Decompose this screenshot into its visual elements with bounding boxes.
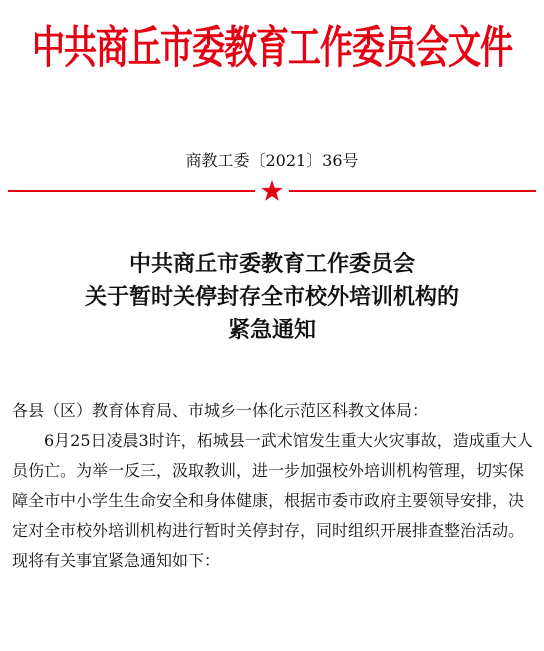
- red-separator: [0, 178, 544, 208]
- notice-title: [0, 248, 544, 347]
- document-masthead: 中共商丘市委教育工作委员会文件: [32, 20, 512, 74]
- salutation: 各县（区）教育体育局、市城乡一体化示范区科教文体局：: [12, 401, 429, 420]
- notice-body: [12, 396, 538, 576]
- title-line-2: 关于暂时关停封存全市校外培训机构的: [84, 284, 459, 310]
- title-line-1: 中共商丘市委教育工作委员会: [128, 251, 415, 277]
- document-number: 商教工委〔2021〕36号: [185, 151, 359, 170]
- star-icon: [261, 180, 283, 201]
- body-paragraph-1: 6月25日凌晨3时许，柘城县一武术馆发生重大火灾事故，造成重大人员伤亡。为举一反三，汲取教训，进一步加强校外培训机构管理，切实保障全市中小学生生命安全和身体健康，根据市委市政府主要领导安排，决定对全市校外培训机构进行暂时关停封存，同时组织开展排查整治活动。现将有关事宜紧急通知如下：: [12, 431, 533, 570]
- title-line-3: 紧急通知: [227, 317, 316, 343]
